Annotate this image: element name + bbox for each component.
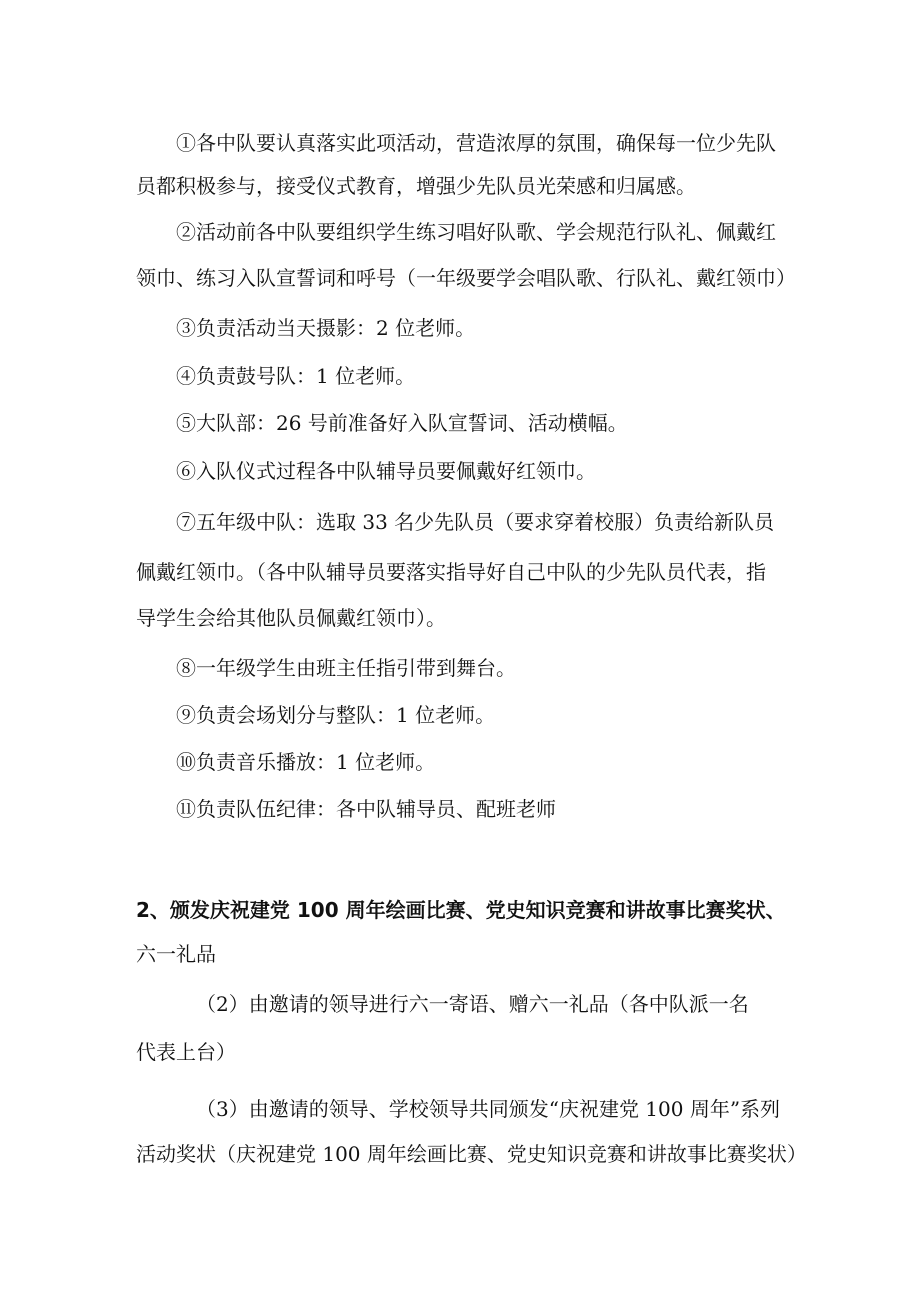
item-8: ⑧一年级学生由班主任指引带到舞台。: [176, 656, 516, 680]
item-10: ⑩负责音乐播放：1 位老师。: [176, 750, 436, 774]
section-2-sub-2-line-1: （2）由邀请的领导进行六一寄语、赠六一礼品（各中队派一名: [196, 992, 749, 1016]
item-7-line-3: 导学生会给其他队员佩戴红领巾）。: [136, 606, 446, 630]
item-7-line-1: ⑦五年级中队：选取 33 名少先队员（要求穿着校服）负责给新队员: [176, 510, 775, 534]
section-2-heading-line-2: 六一礼品: [136, 942, 216, 966]
item-6: ⑥入队仪式过程各中队辅导员要佩戴好红领巾。: [176, 459, 596, 483]
section-2-sub-3-line-2: 活动奖状（庆祝建党 100 周年绘画比赛、党史知识竞赛和讲故事比赛奖状）: [136, 1142, 807, 1166]
item-1-line-2: 员都积极参与，接受仪式教育，增强少先队员光荣感和归属感。: [136, 174, 696, 198]
item-7-line-2: 佩戴红领巾。（各中队辅导员要落实指导好自己中队的少先队员代表，指: [136, 560, 766, 584]
section-2-sub-3-line-1: （3）由邀请的领导、学校领导共同颁发“庆祝建党 100 周年”系列: [196, 1097, 781, 1121]
section-2-sub-2-line-2: 代表上台）: [136, 1040, 236, 1064]
item-2-line-1: ②活动前各中队要组织学生练习唱好队歌、学会规范行队礼、佩戴红: [176, 220, 776, 244]
item-1-line-1: ①各中队要认真落实此项活动，营造浓厚的氛围，确保每一位少先队: [176, 131, 776, 155]
item-3: ③负责活动当天摄影：2 位老师。: [176, 316, 476, 340]
item-11: ⑪负责队伍纪律：各中队辅导员、配班老师: [176, 797, 556, 821]
item-2-line-2: 领巾、练习入队宣誓词和呼号（一年级要学会唱队歌、行队礼、戴红领巾）: [136, 266, 796, 290]
item-4: ④负责鼓号队：1 位老师。: [176, 364, 416, 388]
item-9: ⑨负责会场划分与整队：1 位老师。: [176, 703, 496, 727]
section-2-heading-line-1: 2、颁发庆祝建党 100 周年绘画比赛、党史知识竞赛和讲故事比赛奖状、: [136, 898, 786, 922]
item-5: ⑤大队部：26 号前准备好入队宣誓词、活动横幅。: [176, 411, 628, 435]
